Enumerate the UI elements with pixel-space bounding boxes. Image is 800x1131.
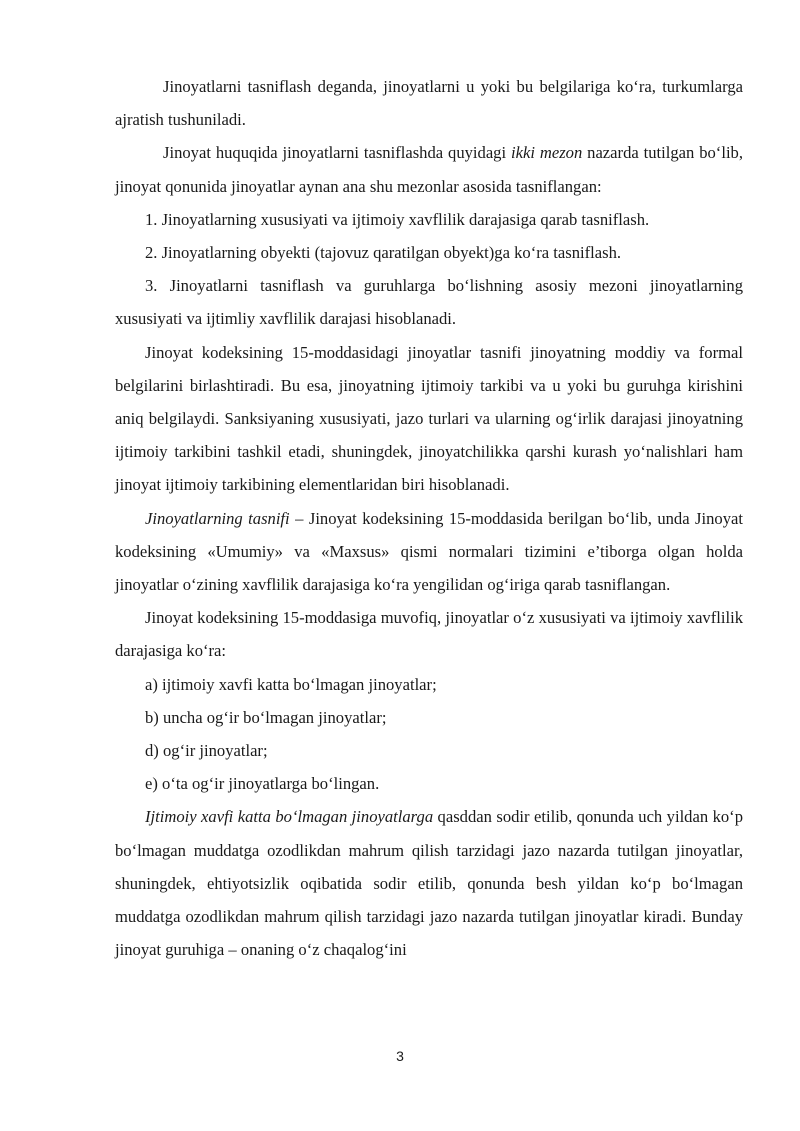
category-item-d: d) og‘ir jinoyatlar; xyxy=(145,741,268,761)
criteria-intro-rest: nazarda tutilgan bo‘lib, jinoyat qonunida jinoyatlar aynan ana shu mezonlar asosida tasniflangan: xyxy=(115,143,743,196)
page-body xyxy=(115,70,743,966)
classification-term: Jinoyatlarning tasnifi xyxy=(145,508,290,528)
criteria-item-1: 1. Jinoyatlarning xususiyati va ijtimoiy xavflilik darajasiga qarab tasniflash. xyxy=(145,209,650,229)
paragraph-minor-crimes xyxy=(115,800,743,966)
minor-crimes-text: qasddan sodir etilib, qonunda uch yildan ko‘p bo‘lmagan muddatga ozodlikdan mahrum qilish tarzidagi jazo nazarda tutilgan jinoyatlar, shuningdek, ehtiyotsizlik oqibatida sodir etilib, qonunda besh yildan ko‘p bo‘lmagan muddatga ozodlikdan mahrum qilish tarzidagi jazo nazarda tutilgan jinoyatlar kiradi. Bunday jinoyat guruhiga – onaning o‘z chaqalog‘ini xyxy=(115,807,743,960)
page-number: 3 xyxy=(396,1048,404,1064)
paragraph-categories-intro: Jinoyat kodeksining 15-moddasiga muvofiq, jinoyatlar o‘z xususiyati va ijtimoiy xavflilik darajasiga ko‘ra: xyxy=(115,608,743,661)
criteria-intro-text: Jinoyat huquqida jinoyatlarni tasniflashda quyidagi xyxy=(163,143,511,163)
classification-text: – Jinoyat kodeksining 15-moddasida berilgan bo‘lib, unda Jinoyat kodeksining «Umumiy» va «Maxsus» qismi normalari tizimini e’tiborga olgan holda jinoyatlar o‘zining xavflilik darajasiga ko‘ra yengilidan og‘iriga qarab tasniflangan. xyxy=(115,508,743,595)
paragraph-article-15: Jinoyat kodeksining 15-moddasidagi jinoyatlar tasnifi jinoyatning moddiy va formal belgilarini birlashtiradi. Bu esa, jinoyatning ijtimoiy tarkibi va u yoki bu guruhga kirishini aniq belgilaydi. Sanksiyaning xususiyati, jazo turlari va ularning og‘irlik darajasi jinoyatning ijtimoiy tarkibini tashkil etadi, shuningdek, jinoyatchilikka qarshi kurash yo‘nalishlari ham jinoyat ijtimoiy tarkibining elementlaridan biri hisoblanadi. xyxy=(115,342,743,495)
criteria-intro-emphasis: ikki mezon xyxy=(511,143,583,163)
minor-crimes-term: Ijtimoiy xavfi katta bo‘lmagan jinoyatlarga xyxy=(145,807,434,827)
paragraph-criteria-intro xyxy=(115,136,743,202)
category-item-e: e) o‘ta og‘ir jinoyatlarga bo‘lingan. xyxy=(145,774,380,794)
criteria-item-2: 2. Jinoyatlarning obyekti (tajovuz qaratilgan obyekt)ga ko‘ra tasniflash. xyxy=(145,243,622,263)
paragraph-definition: Jinoyatlarni tasniflash deganda, jinoyatlarni u yoki bu belgilariga ko‘ra, turkumlarga ajratish tushuniladi. xyxy=(115,77,743,130)
criteria-item-3: 3. Jinoyatlarni tasniflash va guruhlarga bo‘lishning asosiy mezoni jinoyatlarning xususiyati va ijtimliy xavflilik darajasi hisoblanadi. xyxy=(115,276,743,329)
category-item-a: a) ijtimoiy xavfi katta bo‘lmagan jinoyatlar; xyxy=(145,674,437,694)
paragraph-classification xyxy=(115,502,743,602)
category-item-b: b) uncha og‘ir bo‘lmagan jinoyatlar; xyxy=(145,707,387,727)
